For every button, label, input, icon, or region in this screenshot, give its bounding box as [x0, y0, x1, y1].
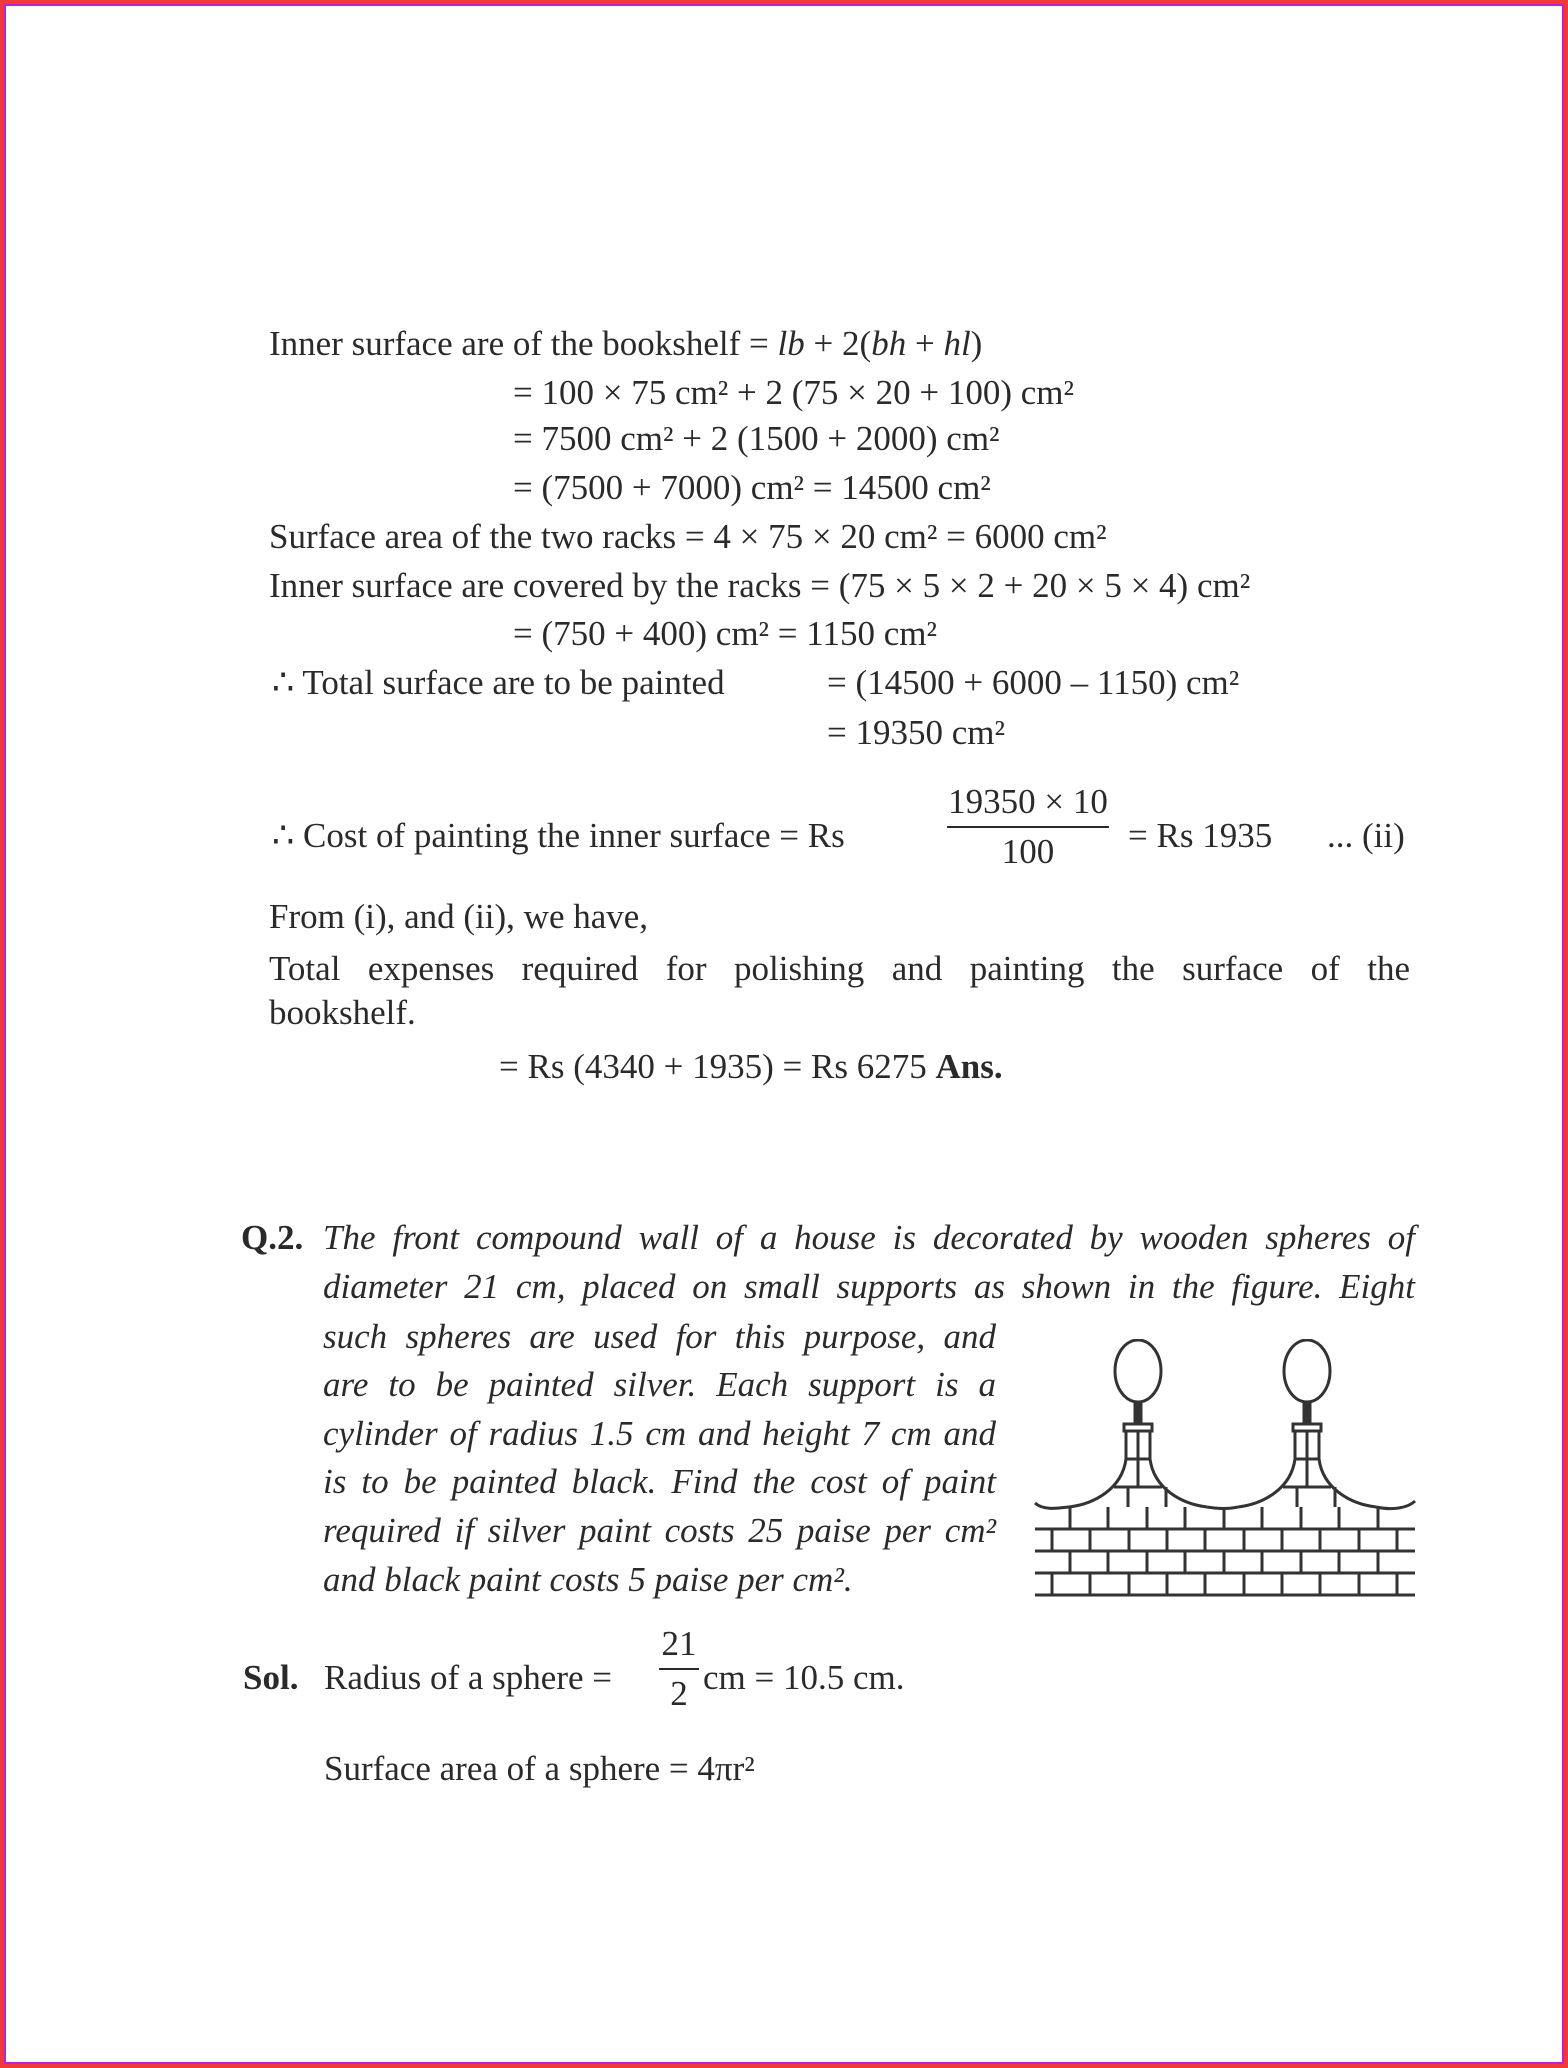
equation-line: = (750 + 400) cm² = 1150 cm²: [513, 614, 937, 653]
text: Inner surface are of the bookshelf =: [269, 324, 778, 363]
text: ): [970, 324, 983, 363]
covered-area-line: Inner surface are covered by the racks = (75 × 5 × 2 + 20 × 5 × 4) cm²: [269, 566, 1251, 605]
text: +: [906, 324, 944, 363]
question-line: cylinder of radius 1.5 cm and height 7 cm and: [323, 1414, 996, 1453]
numerator: 19350 × 10: [948, 782, 1108, 821]
text: lb: [777, 324, 805, 363]
question-line: required if silver paint costs 25 paise per cm²: [323, 1511, 996, 1550]
final-answer: [499, 1047, 1003, 1087]
equation-line: = (7500 + 7000) cm² = 14500 cm²: [513, 468, 991, 507]
text: = Rs (4340 + 1935) = Rs 6275: [499, 1047, 936, 1086]
equation-line: = 7500 cm² + 2 (1500 + 2000) cm²: [513, 419, 1000, 458]
cost-result: = Rs 1935: [1128, 816, 1273, 855]
inner-surface-formula: [269, 324, 982, 364]
fraction-bar: [947, 826, 1109, 828]
sphere-support-right: [1238, 1340, 1376, 1507]
radius-label: Radius of a sphere =: [324, 1658, 612, 1697]
solution-label: Sol.: [243, 1658, 299, 1697]
question-line: diameter 21 cm, placed on small supports as shown in the figure. Eight: [323, 1267, 1415, 1306]
question-line: are to be painted silver. Each support is a: [323, 1365, 996, 1404]
total-expenses-line: Total expenses required for polishing and painting the surface of the: [269, 949, 1410, 988]
sphere-surface-line: Surface area of a sphere = 4πr²: [324, 1749, 755, 1788]
question-label: Q.2.: [241, 1218, 304, 1257]
radius-result: cm = 10.5 cm.: [703, 1658, 905, 1697]
total-expenses-line-2: bookshelf.: [269, 993, 416, 1032]
fraction-bar: [659, 1668, 699, 1670]
radius-fraction: [659, 1624, 699, 1714]
wall-spheres-figure: [1034, 1339, 1416, 1597]
sphere-support-left: [1069, 1340, 1207, 1507]
question-line: such spheres are used for this purpose, and: [323, 1317, 996, 1356]
cost-label: ∴ Cost of painting the inner surface = Rs: [272, 816, 845, 855]
question-line: The front compound wall of a house is decorated by wooden spheres of: [323, 1218, 1415, 1257]
text: hl: [943, 324, 971, 363]
total-surface-label: ∴ Total surface are to be painted: [272, 663, 725, 702]
equation-line: = 100 × 75 cm² + 2 (75 × 20 + 100) cm²: [513, 373, 1075, 412]
question-line: is to be painted black. Find the cost of paint: [323, 1462, 996, 1501]
cost-fraction: [947, 782, 1109, 872]
ans-label: Ans.: [935, 1047, 1003, 1086]
equation-ref: ... (ii): [1327, 816, 1405, 855]
text: bh: [871, 324, 907, 363]
racks-area-line: Surface area of the two racks = 4 × 75 × 20 cm² = 6000 cm²: [269, 517, 1107, 556]
from-line: From (i), and (ii), we have,: [269, 897, 649, 936]
equation-line: = 19350 cm²: [827, 713, 1005, 752]
denominator: 2: [670, 1674, 688, 1713]
numerator: 21: [661, 1624, 697, 1663]
text: + 2(: [804, 324, 872, 363]
equation-line: = (14500 + 6000 – 1150) cm²: [827, 663, 1240, 702]
denominator: 100: [1001, 832, 1055, 871]
question-line: and black paint costs 5 paise per cm².: [323, 1560, 853, 1599]
